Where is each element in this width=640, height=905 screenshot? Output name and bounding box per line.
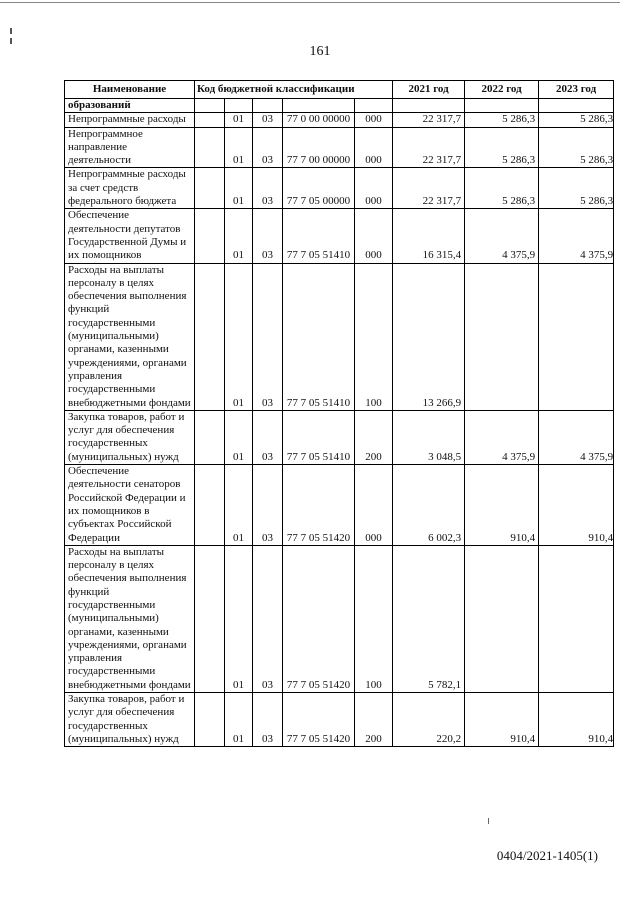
- row-name: Закупка товаров, работ и услуг для обеспечения государственных (муниципальных) нужд: [65, 410, 195, 464]
- row-empty-code-cell: [195, 410, 225, 464]
- row-expense-type-code: 000: [355, 209, 393, 263]
- row-empty-code-cell: [195, 465, 225, 546]
- row-expense-type-code: 200: [355, 410, 393, 464]
- row-name: Расходы на выплаты персоналу в целях обеспечения выполнения функций государственными (муниципальными) органами, казенными учреждениями, органами управления государственными внебюджетными фондами: [65, 263, 195, 410]
- row-name: Непрограммное направление деятельности: [65, 127, 195, 168]
- row-value-2021: 6 002,3: [393, 465, 465, 546]
- row-section-code: 01: [225, 263, 253, 410]
- table-row: [65, 693, 614, 747]
- header-2023: 2023 год: [539, 81, 614, 99]
- top-border-line: [0, 2, 620, 3]
- row-expense-type-code: 000: [355, 465, 393, 546]
- row-value-2021: 220,2: [393, 693, 465, 747]
- row-section-code: 01: [225, 113, 253, 127]
- row-value-2022: 4 375,9: [465, 410, 539, 464]
- row-value-2021: 16 315,4: [393, 209, 465, 263]
- row-subsection-code: 03: [253, 263, 283, 410]
- row-target-article-code: 77 7 00 00000: [283, 127, 355, 168]
- row-name: Расходы на выплаты персоналу в целях обеспечения выполнения функций государственными (муниципальными) органами, казенными учреждениями, органами управления государственными внебюджетными фондами: [65, 545, 195, 692]
- scan-mark: [488, 818, 489, 824]
- row-expense-type-code: 100: [355, 263, 393, 410]
- row-subsection-code: 03: [253, 209, 283, 263]
- row-empty-code-cell: [195, 209, 225, 263]
- row-value-2022: 4 375,9: [465, 209, 539, 263]
- row-name: Обеспечение деятельности депутатов Государственной Думы и их помощников: [65, 209, 195, 263]
- table-header-row: [65, 81, 614, 99]
- budget-table: [64, 80, 614, 747]
- continuation-text: образований: [65, 99, 195, 113]
- row-value-2023: 4 375,9: [539, 410, 614, 464]
- row-name: Непрограммные расходы: [65, 113, 195, 127]
- page-number: 161: [309, 44, 331, 59]
- row-subsection-code: 03: [253, 168, 283, 209]
- row-target-article-code: 77 0 00 00000: [283, 113, 355, 127]
- table-row: [65, 545, 614, 692]
- row-section-code: 01: [225, 465, 253, 546]
- row-value-2022: [465, 545, 539, 692]
- table-row: [65, 410, 614, 464]
- row-value-2023: 5 286,3: [539, 168, 614, 209]
- row-name: Непрограммные расходы за счет средств федерального бюджета: [65, 168, 195, 209]
- row-target-article-code: 77 7 05 51420: [283, 465, 355, 546]
- header-name: Наименование: [65, 81, 195, 99]
- row-section-code: 01: [225, 410, 253, 464]
- row-subsection-code: 03: [253, 410, 283, 464]
- row-value-2021: 22 317,7: [393, 127, 465, 168]
- row-subsection-code: 03: [253, 113, 283, 127]
- row-subsection-code: 03: [253, 693, 283, 747]
- table-row: [65, 465, 614, 546]
- row-section-code: 01: [225, 127, 253, 168]
- row-empty-code-cell: [195, 168, 225, 209]
- table-row: [65, 263, 614, 410]
- row-name: Обеспечение деятельности сенаторов Российской Федерации и их помощников в субъектах Российской Федерации: [65, 465, 195, 546]
- row-empty-code-cell: [195, 693, 225, 747]
- row-value-2022: 910,4: [465, 465, 539, 546]
- row-value-2023: 910,4: [539, 693, 614, 747]
- row-value-2023: 910,4: [539, 465, 614, 546]
- row-empty-code-cell: [195, 113, 225, 127]
- row-value-2022: 5 286,3: [465, 113, 539, 127]
- row-target-article-code: 77 7 05 51420: [283, 545, 355, 692]
- row-empty-code-cell: [195, 545, 225, 692]
- row-section-code: 01: [225, 209, 253, 263]
- row-subsection-code: 03: [253, 545, 283, 692]
- row-value-2021: 5 782,1: [393, 545, 465, 692]
- header-2021: 2021 год: [393, 81, 465, 99]
- table-row: [65, 127, 614, 168]
- row-value-2021: 3 048,5: [393, 410, 465, 464]
- row-target-article-code: 77 7 05 51410: [283, 209, 355, 263]
- header-2022: 2022 год: [465, 81, 539, 99]
- margin-mark: [10, 28, 12, 34]
- row-target-article-code: 77 7 05 00000: [283, 168, 355, 209]
- header-budget-code: Код бюджетной классификации: [195, 81, 393, 99]
- row-value-2023: 4 375,9: [539, 209, 614, 263]
- table-row: [65, 113, 614, 127]
- row-value-2022: 910,4: [465, 693, 539, 747]
- row-value-2022: [465, 263, 539, 410]
- row-expense-type-code: 200: [355, 693, 393, 747]
- row-section-code: 01: [225, 168, 253, 209]
- row-value-2022: 5 286,3: [465, 168, 539, 209]
- table-row: [65, 168, 614, 209]
- row-expense-type-code: 000: [355, 113, 393, 127]
- row-section-code: 01: [225, 693, 253, 747]
- row-name: Закупка товаров, работ и услуг для обеспечения государственных (муниципальных) нужд: [65, 693, 195, 747]
- document-code: 0404/2021-1405(1): [496, 848, 598, 863]
- continuation-row: [65, 99, 614, 113]
- row-section-code: 01: [225, 545, 253, 692]
- row-empty-code-cell: [195, 263, 225, 410]
- row-empty-code-cell: [195, 127, 225, 168]
- row-value-2021: 22 317,7: [393, 113, 465, 127]
- row-value-2021: 13 266,9: [393, 263, 465, 410]
- row-expense-type-code: 100: [355, 545, 393, 692]
- row-value-2023: [539, 263, 614, 410]
- row-value-2023: [539, 545, 614, 692]
- row-subsection-code: 03: [253, 465, 283, 546]
- row-target-article-code: 77 7 05 51410: [283, 410, 355, 464]
- row-subsection-code: 03: [253, 127, 283, 168]
- row-value-2022: 5 286,3: [465, 127, 539, 168]
- table-row: [65, 209, 614, 263]
- row-expense-type-code: 000: [355, 127, 393, 168]
- row-value-2021: 22 317,7: [393, 168, 465, 209]
- row-expense-type-code: 000: [355, 168, 393, 209]
- row-value-2023: 5 286,3: [539, 127, 614, 168]
- row-value-2023: 5 286,3: [539, 113, 614, 127]
- row-target-article-code: 77 7 05 51410: [283, 263, 355, 410]
- row-target-article-code: 77 7 05 51420: [283, 693, 355, 747]
